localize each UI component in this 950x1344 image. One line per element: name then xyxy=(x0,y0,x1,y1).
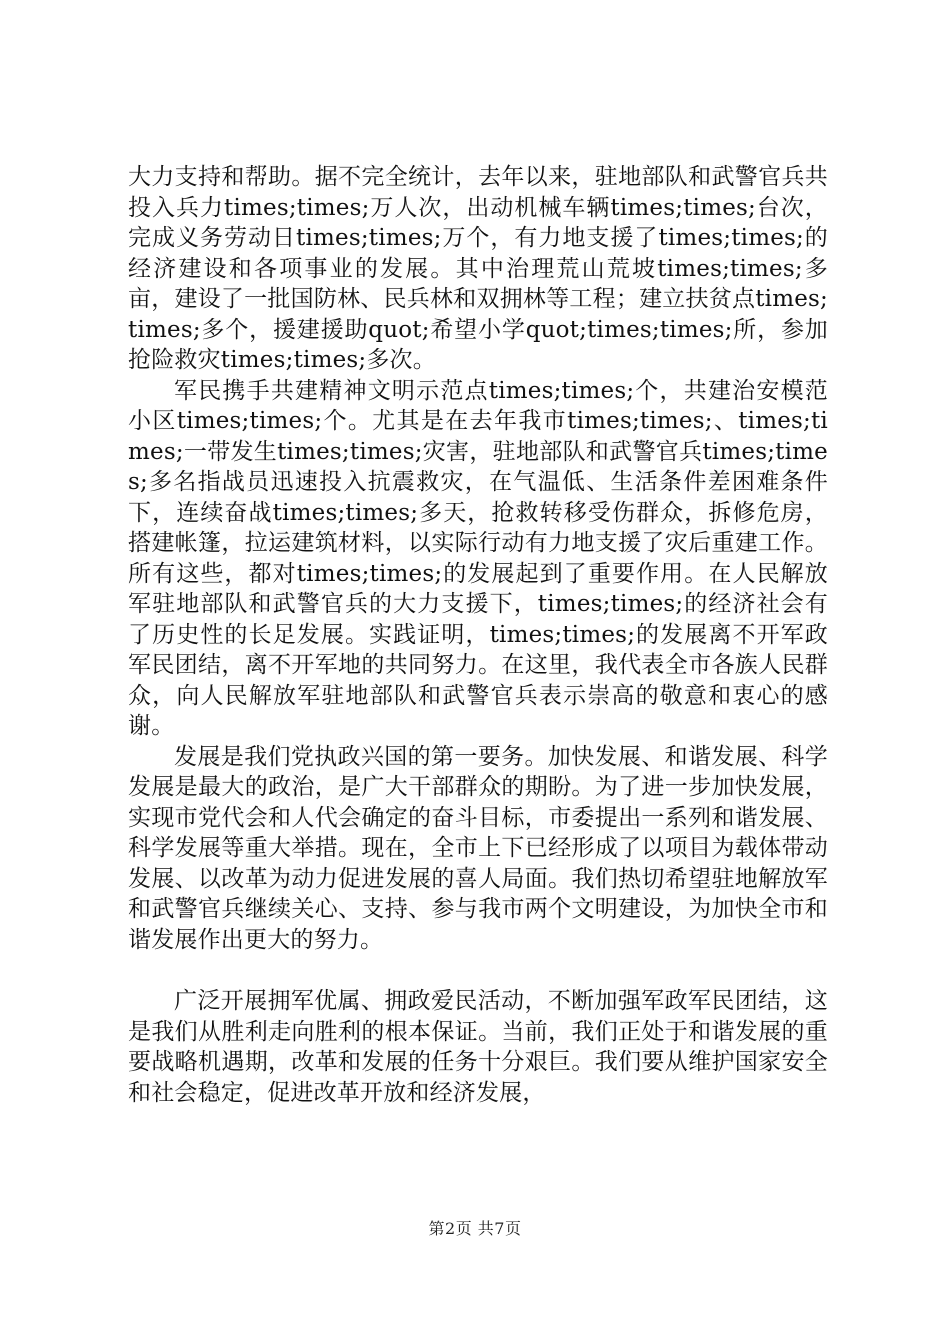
paragraph-support-summary: 大力支持和帮助。据不完全统计，去年以来，驻地部队和武警官兵共投入兵力times;times;万人次，出动机械车辆times;times;台次，完成义务劳动日times;times;万个，有力地支援了times;times;的经济建设和各项事业的发展。其中治理荒山荒坡times;times;多亩，建设了一批国防林、民兵林和双拥林等工程；建立扶贫点times;times;多个，援建援助quot;希望小学quot;times;times;所，参加抢险救灾times;times;多次。 xyxy=(128,164,828,373)
paragraph-unity-guarantee: 广泛开展拥军优属、拥政爱民活动，不断加强军政军民团结，这是我们从胜利走向胜利的根本保证。当前，我们正处于和谐发展的重要战略机遇期，改革和发展的任务十分艰巨。我们要从维护国家安全和社会稳定，促进改革开放和经济发展， xyxy=(128,988,828,1106)
document-body xyxy=(128,162,828,1108)
paragraph-development-priority: 发展是我们党执政兴国的第一要务。加快发展、和谐发展、科学发展是最大的政治，是广大干部群众的期盼。为了进一步加快发展，实现市党代会和人代会确定的奋斗目标，市委提出一系列和谐发展、科学发展等重大举措。现在，全市上下已经形成了以项目为载体带动发展、以改革为动力促进发展的喜人局面。我们热切希望驻地解放军和武警官兵继续关心、支持、参与我市两个文明建设，为加快全市和谐发展作出更大的努力。 xyxy=(128,743,828,953)
paragraph-joint-construction: 军民携手共建精神文明示范点times;times;个，共建治安模范小区times;times;个。尤其是在去年我市times;times;、times;times;一带发生times;times;灾害，驻地部队和武警官兵times;times;多名指战员迅速投入抗震救灾，在气温低、生活条件差困难条件下，连续奋战times;times;多天，抢救转移受伤群众，拆修危房，搭建帐篷，拉运建筑材料，以实际行动有力地支援了灾后重建工作。所有这些，都对times;times;的发展起到了重要作用。在人民解放军驻地部队和武警官兵的大力支援下，times;times;的经济社会有了历史性的长足发展。实践证明，times;times;的发展离不开军政军民团结，离不开军地的共同努力。在这里，我代表全市各族人民群众，向人民解放军驻地部队和武警官兵表示崇高的敬意和衷心的感谢。 xyxy=(128,377,828,739)
page-number-footer: 第2页 共7页 xyxy=(428,1219,522,1238)
paragraph-spacer xyxy=(128,955,828,986)
